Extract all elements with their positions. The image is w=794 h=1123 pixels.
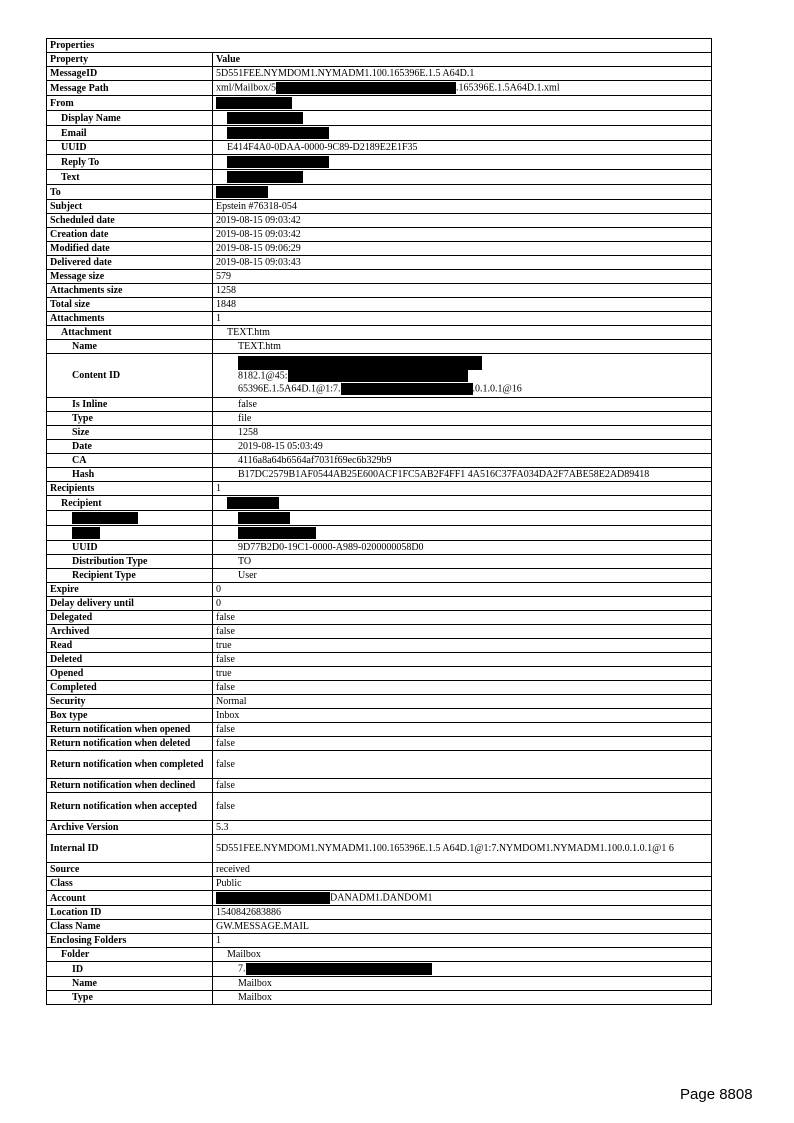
property-label: Read <box>47 639 213 653</box>
table-row <box>47 835 712 863</box>
property-label: Completed <box>47 681 213 695</box>
table-row <box>47 569 712 583</box>
property-value: TEXT.htm <box>213 340 712 354</box>
property-value: file <box>213 412 712 426</box>
property-value <box>213 891 712 906</box>
table-row <box>47 398 712 412</box>
property-value: 1540842683886 <box>213 906 712 920</box>
table-row <box>47 695 712 709</box>
property-value: User <box>213 569 712 583</box>
property-value <box>213 81 712 96</box>
table-row <box>47 723 712 737</box>
table-row <box>47 891 712 906</box>
property-label: Date <box>47 440 213 454</box>
property-label: Message size <box>47 270 213 284</box>
property-label: Box type <box>47 709 213 723</box>
property-label: Class Name <box>47 920 213 934</box>
property-value: Public <box>213 877 712 891</box>
property-label: Expire <box>47 583 213 597</box>
property-label: Location ID <box>47 906 213 920</box>
property-label: Size <box>47 426 213 440</box>
property-value: Mailbox <box>213 977 712 991</box>
property-label: Archived <box>47 625 213 639</box>
property-value <box>213 962 712 977</box>
table-row <box>47 284 712 298</box>
property-label: Email <box>47 126 213 141</box>
property-value: false <box>213 751 712 779</box>
redaction-box <box>227 497 279 509</box>
redaction-box <box>238 527 316 539</box>
table-row <box>47 948 712 962</box>
table-row <box>47 793 712 821</box>
table-row <box>47 779 712 793</box>
table-row <box>47 454 712 468</box>
property-value: false <box>213 779 712 793</box>
property-value: 0 <box>213 583 712 597</box>
property-label: Type <box>47 412 213 426</box>
property-value: 2019-08-15 05:03:49 <box>213 440 712 454</box>
property-label: Archive Version <box>47 821 213 835</box>
property-label: Reply To <box>47 155 213 170</box>
property-value: 2019-08-15 09:03:43 <box>213 256 712 270</box>
property-label: Modified date <box>47 242 213 256</box>
property-label: Deleted <box>47 653 213 667</box>
property-label: Return notification when declined <box>47 779 213 793</box>
property-label: UUID <box>47 141 213 155</box>
property-label: Recipient Type <box>47 569 213 583</box>
property-value: 2019-08-15 09:03:42 <box>213 228 712 242</box>
property-value <box>213 526 712 541</box>
property-value: 4116a8a64b6564af7031f69ec6b329b9 <box>213 454 712 468</box>
property-value: false <box>213 723 712 737</box>
property-label: CA <box>47 454 213 468</box>
property-value: Epstein #76318-054 <box>213 200 712 214</box>
property-value <box>213 354 712 398</box>
property-label: Name <box>47 340 213 354</box>
value-part: 8182.1@45: <box>238 370 288 382</box>
redaction-box <box>216 186 268 198</box>
property-value: false <box>213 681 712 695</box>
value-part: DANADM1.DANDOM1 <box>330 892 433 904</box>
table-row <box>47 751 712 779</box>
property-value: 0 <box>213 597 712 611</box>
properties-table <box>46 38 712 1005</box>
property-label: Delay delivery until <box>47 597 213 611</box>
table-row <box>47 185 712 200</box>
property-label: Subject <box>47 200 213 214</box>
table-row <box>47 67 712 81</box>
property-label <box>47 511 213 526</box>
property-label: Attachment <box>47 326 213 340</box>
property-label: Distribution Type <box>47 555 213 569</box>
property-label: UUID <box>47 541 213 555</box>
property-label: Recipients <box>47 482 213 496</box>
property-label: Message Path <box>47 81 213 96</box>
property-label: Delegated <box>47 611 213 625</box>
table-row <box>47 326 712 340</box>
table-header-row <box>47 53 712 67</box>
redaction-box <box>238 512 290 524</box>
property-value <box>213 496 712 511</box>
table-row <box>47 111 712 126</box>
property-value: B17DC2579B1AF0544AB25E600ACF1FC5AB2F4FF1 4A516C37FA034DA2F7ABE58E2AD89418 <box>213 468 712 482</box>
property-label: Text <box>47 170 213 185</box>
property-value: true <box>213 667 712 681</box>
property-label: Internal ID <box>47 835 213 863</box>
table-row <box>47 863 712 877</box>
table-row <box>47 312 712 326</box>
redaction-box <box>227 156 329 168</box>
table-row <box>47 737 712 751</box>
property-label <box>47 526 213 541</box>
property-label: ID <box>47 962 213 977</box>
property-value: 1258 <box>213 284 712 298</box>
property-value: 5D551FEE.NYMDOM1.NYMADM1.100.165396E.1.5 A64D.1 <box>213 67 712 81</box>
property-label: Attachments <box>47 312 213 326</box>
property-value <box>213 185 712 200</box>
table-row <box>47 709 712 723</box>
table-row <box>47 126 712 141</box>
property-value: 2019-08-15 09:06:29 <box>213 242 712 256</box>
table-row <box>47 583 712 597</box>
table-row <box>47 426 712 440</box>
redaction-box <box>288 370 468 382</box>
property-label: Opened <box>47 667 213 681</box>
property-label: From <box>47 96 213 111</box>
column-header-value: Value <box>213 53 712 67</box>
property-label: To <box>47 185 213 200</box>
table-row <box>47 412 712 426</box>
table-row <box>47 496 712 511</box>
redaction-box <box>341 383 473 395</box>
table-title-row <box>47 39 712 53</box>
redaction-box <box>227 171 303 183</box>
property-label: Class <box>47 877 213 891</box>
property-label: Recipient <box>47 496 213 511</box>
property-label: Return notification when opened <box>47 723 213 737</box>
table-row <box>47 340 712 354</box>
value-part: .165396E.1.5A64D.1.xml <box>456 82 560 94</box>
table-row <box>47 482 712 496</box>
table-row <box>47 920 712 934</box>
table-row <box>47 96 712 111</box>
table-row <box>47 242 712 256</box>
property-value <box>213 96 712 111</box>
redaction-box <box>72 527 100 539</box>
table-row <box>47 653 712 667</box>
property-label: Source <box>47 863 213 877</box>
property-label: Display Name <box>47 111 213 126</box>
property-value: false <box>213 611 712 625</box>
property-label: Creation date <box>47 228 213 242</box>
value-part: 65396E.1.5A64D.1@1:7. <box>238 382 341 394</box>
property-value: GW.MESSAGE.MAIL <box>213 920 712 934</box>
property-value: false <box>213 653 712 667</box>
property-label: Content ID <box>47 354 213 398</box>
property-value: false <box>213 737 712 751</box>
table-row <box>47 270 712 284</box>
table-title: Properties <box>47 39 712 53</box>
property-value: 1 <box>213 934 712 948</box>
property-label: Security <box>47 695 213 709</box>
table-row <box>47 81 712 96</box>
table-row <box>47 667 712 681</box>
value-part: xml/Mailbox/5 <box>216 82 276 94</box>
property-label: Return notification when completed <box>47 751 213 779</box>
property-value: 5D551FEE.NYMDOM1.NYMADM1.100.165396E.1.5 A64D.1@1:7.NYMDOM1.NYMADM1.100.0.1.0.1@1 6 <box>213 835 712 863</box>
property-label: Name <box>47 977 213 991</box>
property-value: 5.3 <box>213 821 712 835</box>
property-value: Mailbox <box>213 948 712 962</box>
table-row <box>47 906 712 920</box>
redaction-box <box>72 512 138 524</box>
property-label: Is Inline <box>47 398 213 412</box>
table-row <box>47 468 712 482</box>
property-label: Delivered date <box>47 256 213 270</box>
page-number: Page 8808 <box>680 1086 753 1103</box>
table-row <box>47 991 712 1005</box>
table-row <box>47 541 712 555</box>
table-row <box>47 200 712 214</box>
redaction-box <box>238 356 482 370</box>
property-value <box>213 111 712 126</box>
table-row <box>47 440 712 454</box>
table-row <box>47 155 712 170</box>
property-label: Account <box>47 891 213 906</box>
property-value: TO <box>213 555 712 569</box>
property-value: TEXT.htm <box>213 326 712 340</box>
property-value <box>213 170 712 185</box>
table-row <box>47 511 712 526</box>
property-label: Return notification when accepted <box>47 793 213 821</box>
property-value: received <box>213 863 712 877</box>
property-value: 579 <box>213 270 712 284</box>
property-label: Folder <box>47 948 213 962</box>
table-row <box>47 934 712 948</box>
property-value: 2019-08-15 09:03:42 <box>213 214 712 228</box>
property-value: false <box>213 625 712 639</box>
table-row <box>47 977 712 991</box>
property-value: Inbox <box>213 709 712 723</box>
table-row <box>47 625 712 639</box>
table-row <box>47 877 712 891</box>
property-value: true <box>213 639 712 653</box>
redaction-box <box>246 963 432 975</box>
property-label: Total size <box>47 298 213 312</box>
property-label: Scheduled date <box>47 214 213 228</box>
redaction-box <box>227 112 303 124</box>
property-value: 1258 <box>213 426 712 440</box>
property-value <box>213 155 712 170</box>
redaction-box <box>216 892 330 904</box>
table-row <box>47 170 712 185</box>
value-part: .0.1.0.1@16 <box>472 382 522 394</box>
property-value: 1 <box>213 312 712 326</box>
property-label: Hash <box>47 468 213 482</box>
redaction-box <box>216 97 292 109</box>
redaction-box <box>276 82 456 94</box>
property-value: 9D77B2D0-19C1-0000-A989-0200000058D0 <box>213 541 712 555</box>
table-row <box>47 214 712 228</box>
property-label: Enclosing Folders <box>47 934 213 948</box>
property-value: Mailbox <box>213 991 712 1005</box>
table-row <box>47 256 712 270</box>
table-row <box>47 526 712 541</box>
table-row <box>47 354 712 398</box>
column-header-property: Property <box>47 53 213 67</box>
table-row <box>47 555 712 569</box>
property-value: 1848 <box>213 298 712 312</box>
property-value: Normal <box>213 695 712 709</box>
property-value: 1 <box>213 482 712 496</box>
property-value: E414F4A0-0DAA-0000-9C89-D2189E2E1F35 <box>213 141 712 155</box>
property-value <box>213 511 712 526</box>
property-label: Return notification when deleted <box>47 737 213 751</box>
redaction-box <box>227 127 329 139</box>
property-value: false <box>213 398 712 412</box>
table-row <box>47 141 712 155</box>
table-row <box>47 597 712 611</box>
property-label: MessageID <box>47 67 213 81</box>
property-label: Type <box>47 991 213 1005</box>
table-row <box>47 962 712 977</box>
table-row <box>47 681 712 695</box>
table-row <box>47 298 712 312</box>
table-row <box>47 821 712 835</box>
property-value: false <box>213 793 712 821</box>
table-row <box>47 639 712 653</box>
table-row <box>47 228 712 242</box>
property-label: Attachments size <box>47 284 213 298</box>
value-part: 7. <box>238 963 246 975</box>
table-row <box>47 611 712 625</box>
property-value <box>213 126 712 141</box>
